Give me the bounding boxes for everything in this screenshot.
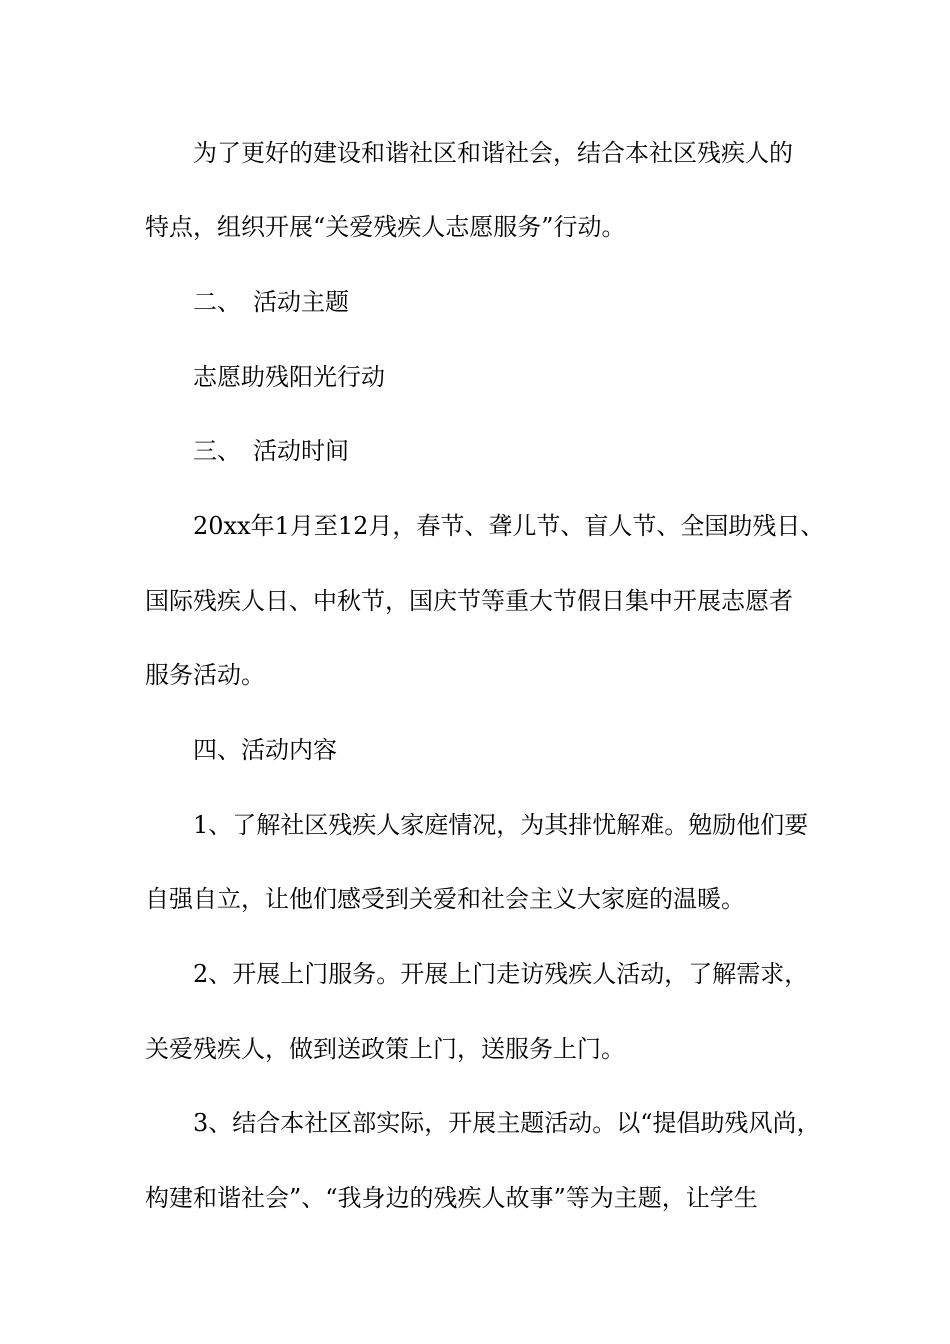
paragraph-line: 关爱残疾人，做到送政策上门，送服务上门。 xyxy=(145,1035,625,1063)
section-number: 二、 xyxy=(193,288,241,316)
section-number: 三、 xyxy=(193,437,241,465)
paragraph-line: 国际残疾人日、中秋节，国庆节等重大节假日集中开展志愿者 xyxy=(145,587,793,615)
paragraph-line: 2、开展上门服务。开展上门走访残疾人活动，了解需求， xyxy=(193,960,809,988)
section-heading-two xyxy=(193,286,815,318)
section-heading-four: 四、活动内容 xyxy=(193,736,337,764)
section-heading-three xyxy=(193,435,815,467)
section-title: 活动主题 xyxy=(253,288,349,316)
paragraph-line: 志愿助残阳光行动 xyxy=(193,363,385,391)
section-title: 活动时间 xyxy=(253,437,349,465)
paragraph-line: 构建和谐社会”、“我身边的残疾人故事”等为主题，让学生 xyxy=(145,1184,758,1212)
paragraph-line: 20xx年1月至12月，春节、聋儿节、盲人节、全国助残日、 xyxy=(193,512,825,540)
paragraph-line: 特点，组织开展“关爱残疾人志愿服务”行动。 xyxy=(145,213,626,241)
paragraph-line: 3、结合本社区部实际，开展主题活动。以“提倡助残风尚， xyxy=(193,1109,821,1137)
paragraph-line: 为了更好的建设和谐社区和谐社会，结合本社区残疾人的 xyxy=(193,139,793,167)
paragraph-line: 服务活动。 xyxy=(145,661,265,689)
paragraph-line: 1、了解社区残疾人家庭情况，为其排忧解难。勉励他们要 xyxy=(193,811,809,839)
paragraph-line: 自强自立，让他们感受到关爱和社会主义大家庭的温暖。 xyxy=(145,885,745,913)
